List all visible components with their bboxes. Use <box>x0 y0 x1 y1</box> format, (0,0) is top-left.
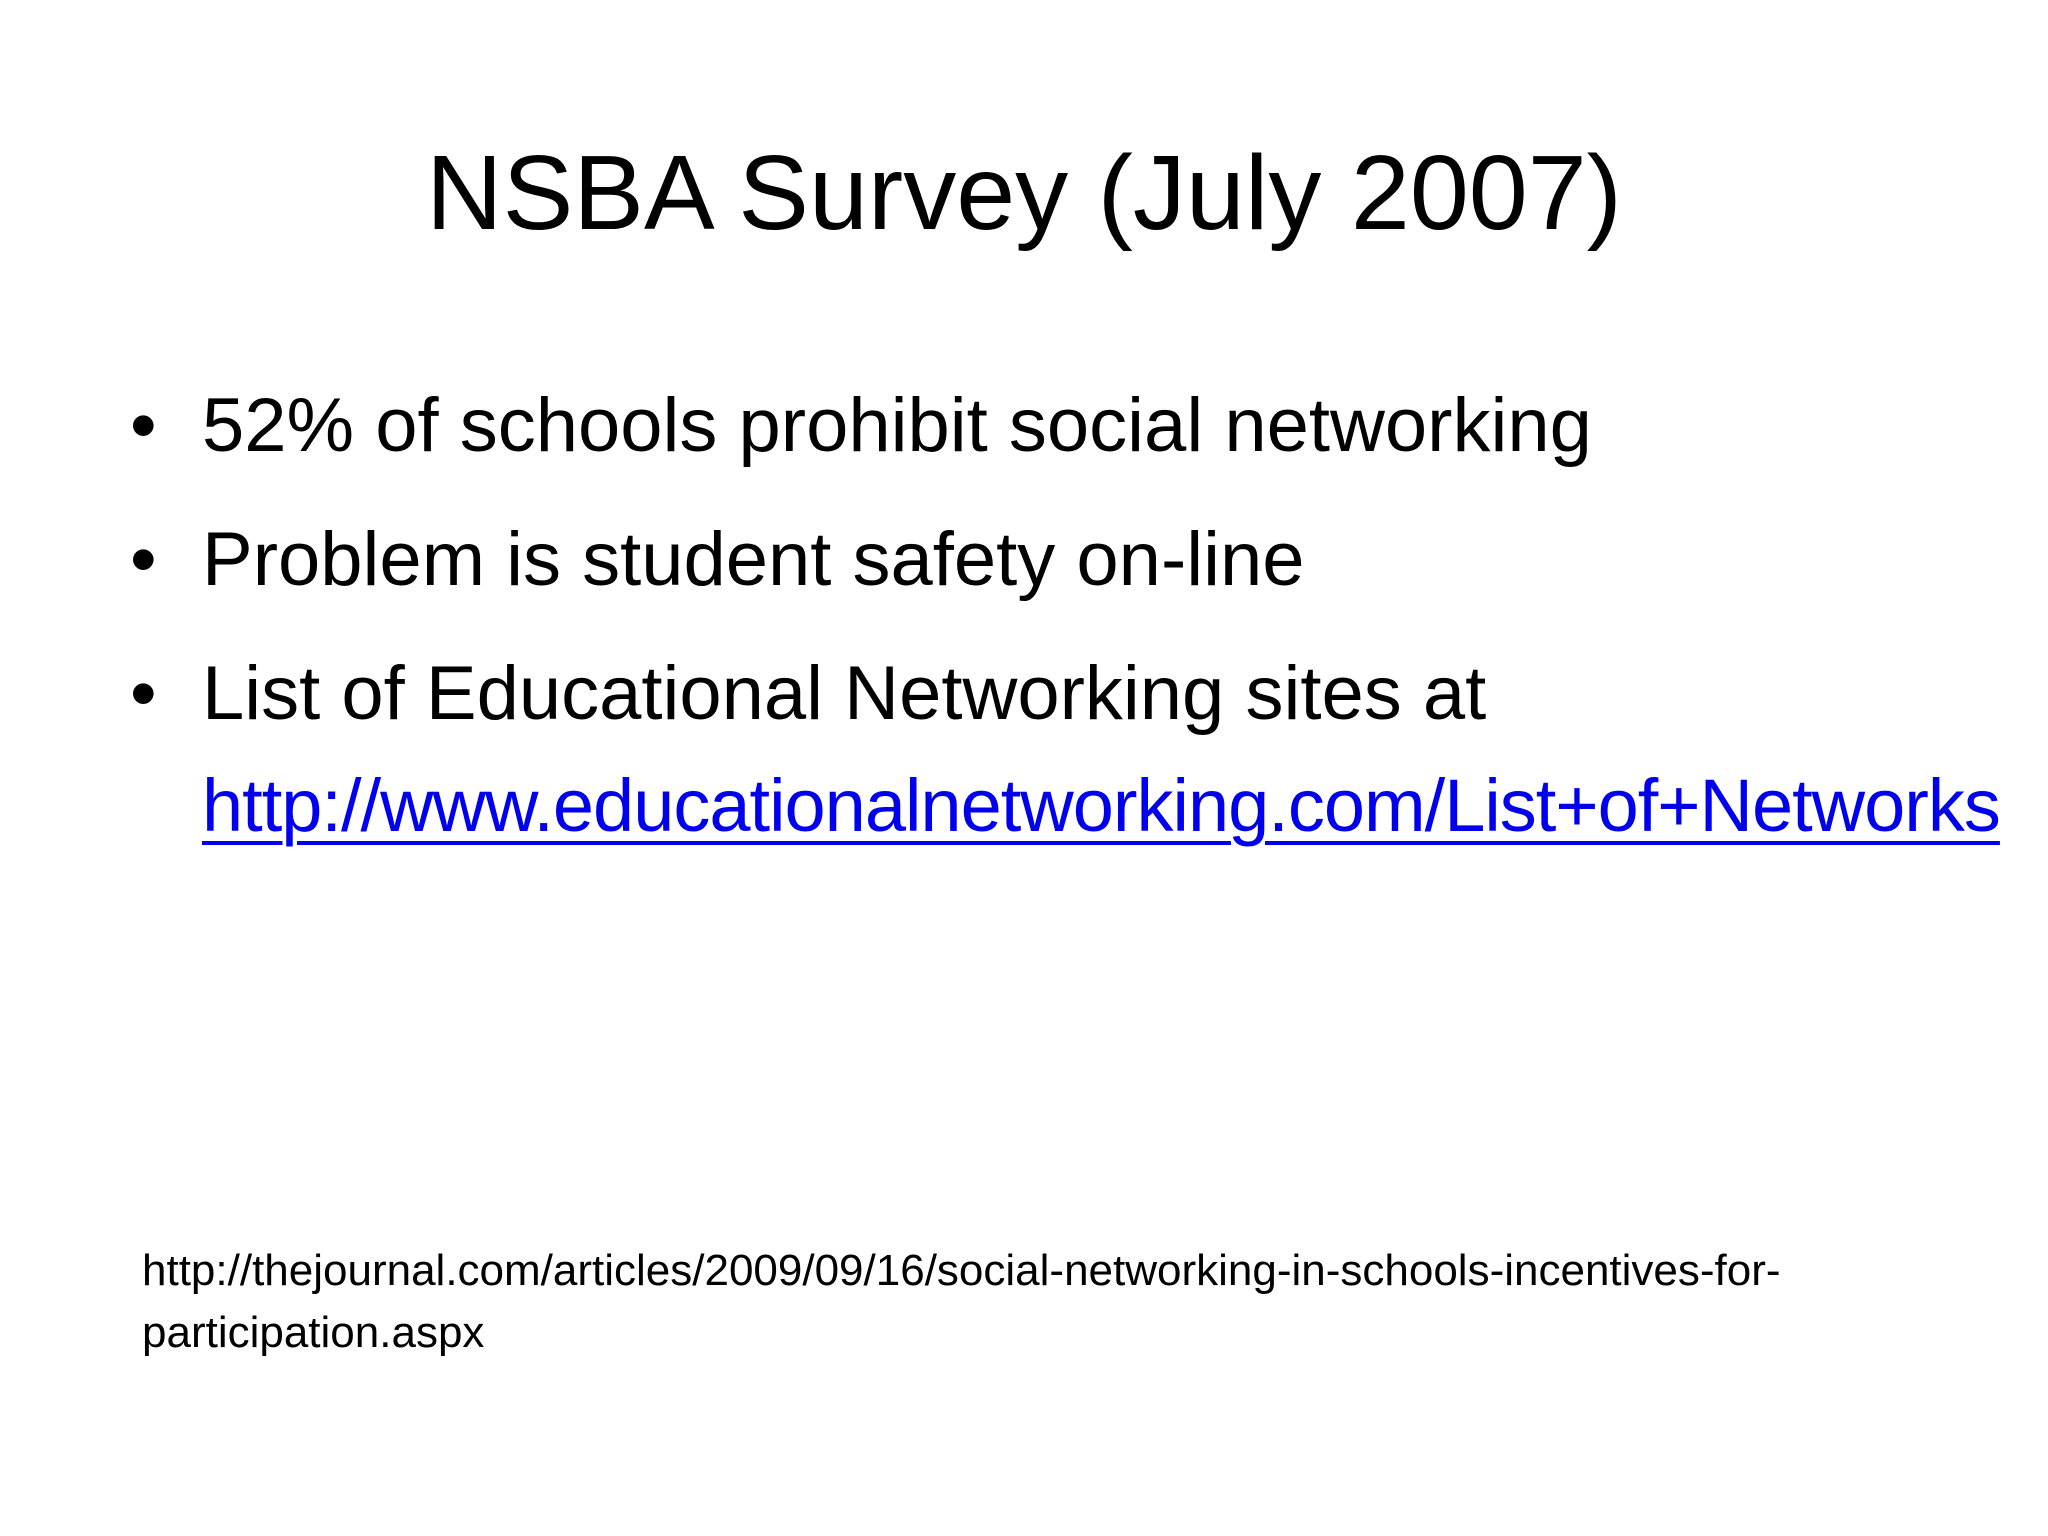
source-footnote: http://thejournal.com/articles/2009/09/16/social-networking-in-schools-incentives-for-participation.aspx <box>142 1246 1781 1357</box>
bullet-text: 52% of schools prohibit social networking <box>202 383 1592 468</box>
networking-sites-link[interactable]: http://www.educationalnetworking.com/List+of+Networks <box>202 764 2000 847</box>
bullet-text: Problem is student safety on-line <box>202 517 1305 602</box>
bullet-item <box>118 638 2000 862</box>
bullet-item <box>118 370 1958 482</box>
bullet-dot-icon: • <box>130 383 157 468</box>
bullet-text: List of Educational Networking sites at <box>202 651 1487 736</box>
bullet-list <box>118 370 2000 884</box>
slide-title: NSBA Survey (July 2007) <box>426 134 1622 252</box>
bullet-dot-icon: • <box>130 651 157 736</box>
bullet-item <box>118 504 1958 616</box>
bullet-dot-icon: • <box>130 517 157 602</box>
